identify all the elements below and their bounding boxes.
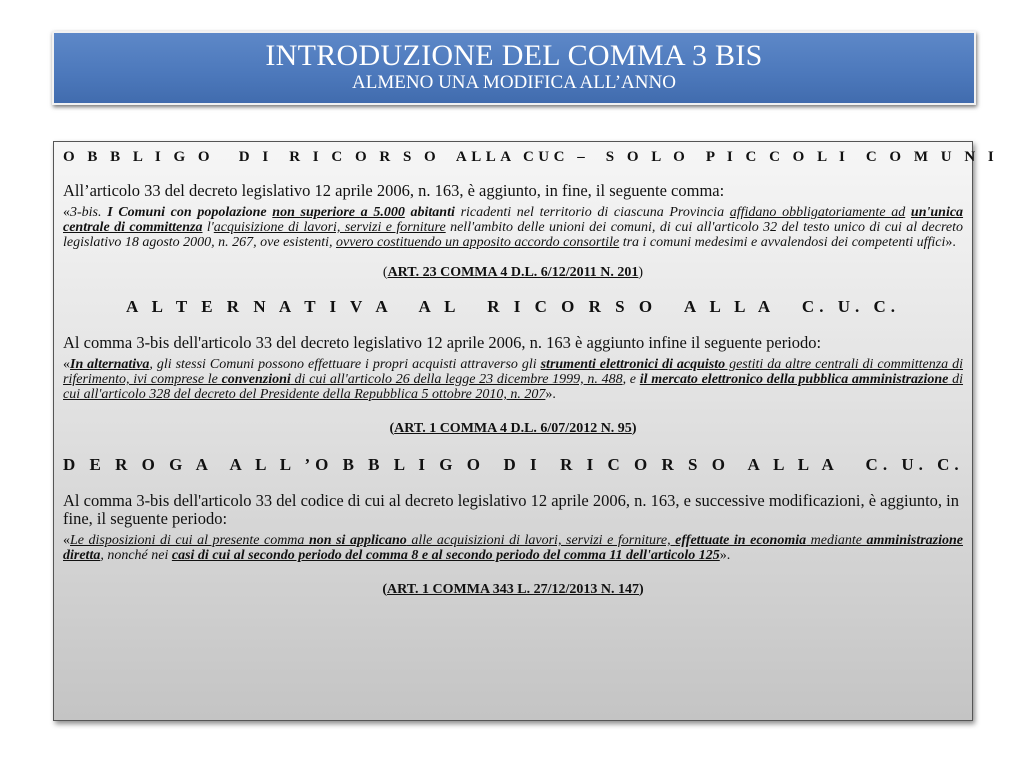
section-heading-obbligo: O B B L I G O D I R I C O R S O ALLA CUC – S O L O P I C C O L I C O M U N I <box>63 149 999 165</box>
section-intro: Al comma 3-bis dell'articolo 33 del decreto legislativo 12 aprile 2006, n. 163 è aggiunto infine il seguente periodo: <box>63 333 822 352</box>
section-heading-deroga: D E R O G A A L L ’O B B L I G O D I R I C O R S O A L L A C. U. C. <box>63 455 964 474</box>
section-intro: Al comma 3-bis dell'articolo 33 del codice di cui al decreto legislativo 12 aprile 2006, n. 163, e successive modificazioni, è aggiunto, in fine, il seguente periodo: <box>63 491 960 528</box>
law-quote: «3-bis. I Comuni con popolazione non superiore a 5.000 abitanti ricadenti nel territorio di ciascuna Provincia affidano obbligatoriamente ad un'unica centrale di committenza l'acquisizione di lavori, servizi e forniture nell'ambito delle unioni dei comuni, di cui all'articolo 32 del testo unico di cui al decreto legislativo 18 agosto 2000, n. 267, ove esistenti, ovvero costituendo un apposito accordo consortile tra i comuni medesimi e avvalendosi dei competenti uffici». <box>63 205 964 250</box>
law-reference: (ART. 23 COMMA 4 D.L. 6/12/2011 N. 201) <box>382 265 644 280</box>
law-quote: «In alternativa, gli stessi Comuni possono effettuare i propri acquisti attraverso gli strumenti elettronici di acquisto gestiti da altre centrali di committenza di riferimento, ivi comprese le convenzioni di cui all'articolo 26 della legge 23 dicembre 1999, n. 488, e il mercato elettronico della pubblica amministrazione di cui all'articolo 328 del decreto del Presidente della Repubblica 5 ottobre 2010, n. 207». <box>63 357 964 402</box>
slide-title-banner <box>52 31 976 105</box>
law-reference: (ART. 1 COMMA 4 D.L. 6/07/2012 N. 95) <box>389 421 637 436</box>
law-reference: (ART. 1 COMMA 343 L. 27/12/2013 N. 147) <box>382 582 644 597</box>
content-panel <box>53 141 999 721</box>
slide-subtitle: ALMENO UNA MODIFICA ALL’ANNO <box>352 72 676 93</box>
section-intro: All’articolo 33 del decreto legislativo 12 aprile 2006, n. 163, è aggiunto, in fine, il seguente comma: <box>63 181 725 200</box>
section-heading-alternativa: A L T E R N A T I V A A L R I C O R S O A L L A C. U. C. <box>126 297 900 316</box>
slide-title: INTRODUZIONE DEL COMMA 3 BIS <box>265 39 763 72</box>
law-quote: «Le disposizioni di cui al presente comma non si applicano alle acquisizioni di lavori, servizi e forniture, effettuate in economia mediante amministrazione diretta, nonché nei casi di cui al secondo periodo del comma 8 e al secondo periodo del comma 11 dell'articolo 125». <box>63 533 963 563</box>
